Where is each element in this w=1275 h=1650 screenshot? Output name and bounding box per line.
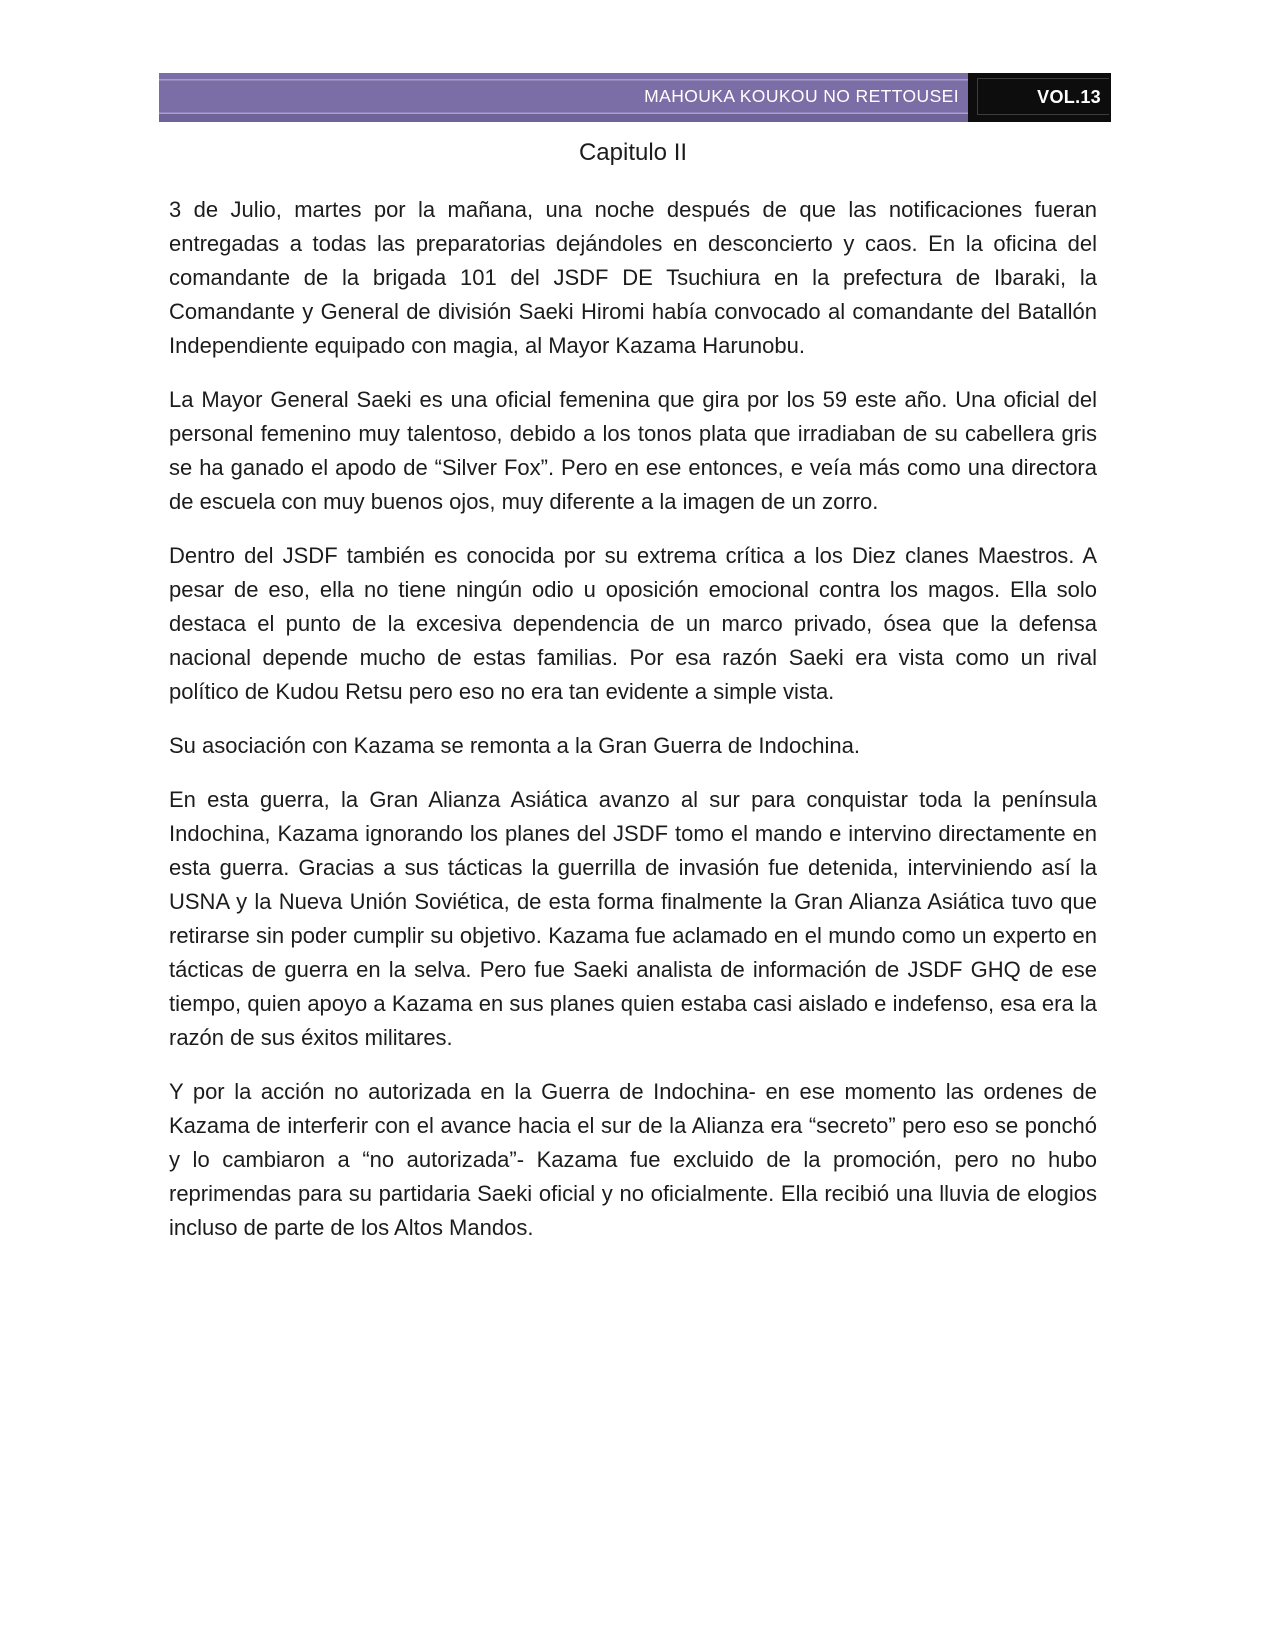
volume-label: VOL.13 <box>1037 86 1101 107</box>
body-paragraph: 3 de Julio, martes por la mañana, una noche después de que las notificaciones fueran entregadas a todas las preparatorias dejándoles en desconcierto y caos. En la oficina del comandante de la brigada 101 del JSDF DE Tsuchiura en la prefectura de Ibaraki, la Comandante y General de división Saeki Hiromi había convocado al comandante del Batallón Independiente equipado con magia, al Mayor Kazama Harunobu. <box>169 197 1097 358</box>
page-header-bar <box>159 73 1111 122</box>
body-text <box>169 193 1097 1265</box>
document-header-title: MAHOUKA KOUKOU NO RETTOUSEI <box>644 85 959 106</box>
body-paragraph: En esta guerra, la Gran Alianza Asiática avanzo al sur para conquistar toda la península Indochina, Kazama ignorando los planes del JSDF tomo el mando e intervino directamente en esta guerra. Gracias a sus tácticas la guerrilla de invasión fue detenida, interviniendo así la USNA y la Nueva Unión Soviética, de esta forma finalmente la Gran Alianza Asiática tuvo que retirarse sin poder cumplir su objetivo. Kazama fue aclamado en el mundo como un experto en tácticas de guerra en la selva. Pero fue Saeki analista de información de JSDF GHQ de ese tiempo, quien apoyo a Kazama en sus planes quien estaba casi aislado e indefenso, esa era la razón de sus éxitos militares. <box>169 787 1097 1050</box>
body-paragraph: La Mayor General Saeki es una oficial femenina que gira por los 59 este año. Una oficial del personal femenino muy talentoso, debido a los tonos plata que irradiaban de su cabellera gris se ha ganado el apodo de “Silver Fox”. Pero en ese entonces, e veía más como una directora de escuela con muy buenos ojos, muy diferente a la imagen de un zorro. <box>169 387 1097 514</box>
body-paragraph: Dentro del JSDF también es conocida por su extrema crítica a los Diez clanes Maestros. A pesar de eso, ella no tiene ningún odio u oposición emocional contra los magos. Ella solo destaca el punto de la excesiva dependencia de un marco privado, ósea que la defensa nacional depende mucho de estas familias. Por esa razón Saeki era vista como un rival político de Kudou Retsu pero eso no era tan evidente a simple vista. <box>169 543 1097 704</box>
body-paragraph: Su asociación con Kazama se remonta a la Gran Guerra de Indochina. <box>169 733 860 758</box>
body-paragraph: Y por la acción no autorizada en la Guerra de Indochina- en ese momento las ordenes de Kazama de interferir con el avance hacia el sur de la Alianza era “secreto” pero eso se ponchó y lo cambiaron a “no autorizada”- Kazama fue excluido de la promoción, pero no hubo reprimendas para su partidaria Saeki oficial y no oficialmente. Ella recibió una lluvia de elogios incluso de parte de los Altos Mandos. <box>169 1079 1097 1240</box>
chapter-heading: Capitulo II <box>578 139 688 166</box>
header-volume-cell <box>968 73 1111 122</box>
header-title-cell <box>159 73 968 122</box>
